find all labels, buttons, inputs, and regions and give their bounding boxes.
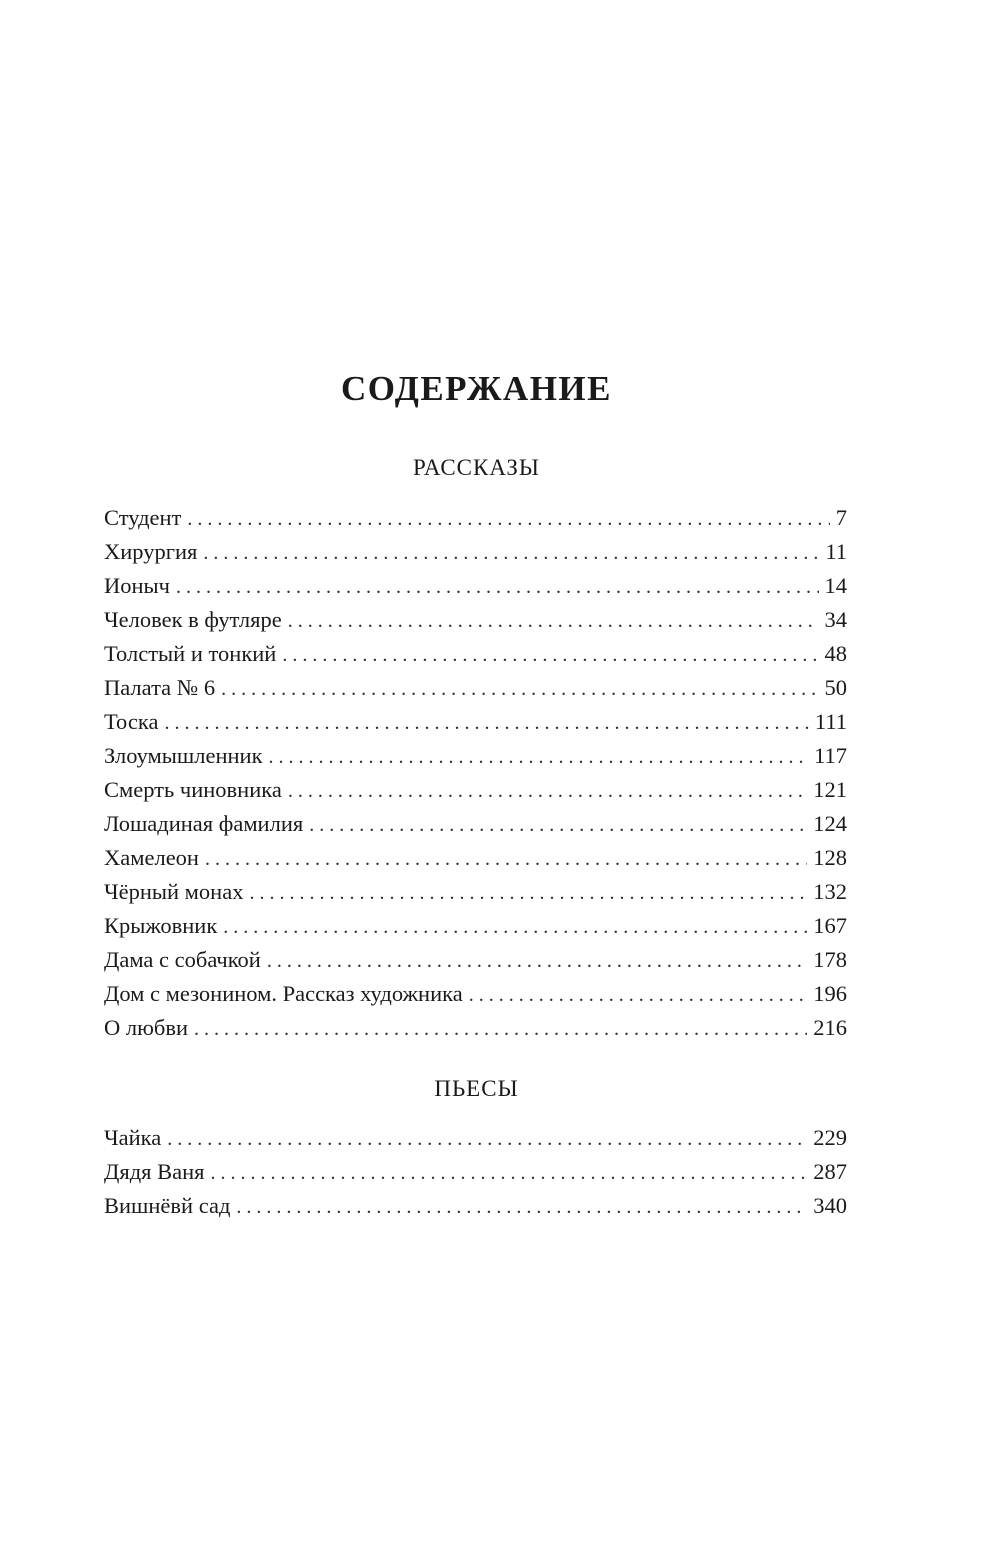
dot-leader	[267, 944, 807, 978]
dot-leader	[309, 808, 807, 842]
dot-leader	[249, 876, 807, 910]
toc-entry	[104, 535, 847, 569]
toc-entry	[104, 603, 847, 637]
entry-title: Дядя Ваня	[104, 1159, 205, 1184]
entry-title: Хамелеон	[104, 845, 199, 870]
toc-list-stories	[104, 501, 847, 1045]
toc-entry	[104, 1121, 847, 1155]
entry-page: 121	[813, 777, 847, 802]
dot-leader	[288, 604, 819, 638]
dot-leader	[164, 706, 808, 740]
entry-page: 34	[824, 607, 847, 632]
entry-page: 11	[825, 539, 847, 564]
entry-title: О любви	[104, 1015, 189, 1040]
entry-title: Дом с мезонином. Рассказ художника	[104, 981, 463, 1006]
toc-entry	[104, 943, 847, 977]
entry-title: Студент	[104, 505, 182, 530]
entry-title: Чёрный монах	[104, 879, 244, 904]
entry-title: Злоумышленник	[104, 743, 263, 768]
entry-title: Ионыч	[104, 573, 170, 598]
toc-entry	[104, 807, 847, 841]
entry-page: 111	[814, 709, 847, 734]
dot-leader	[211, 1156, 808, 1190]
entry-page: 132	[813, 879, 847, 904]
toc-entry	[104, 671, 847, 705]
dot-leader	[176, 570, 819, 604]
entry-title: Дама с собачкой	[104, 947, 261, 972]
dot-leader	[223, 910, 807, 944]
entry-title: Толстый и тонкий	[104, 641, 277, 666]
toc-entry	[104, 977, 847, 1011]
toc-entry	[104, 773, 847, 807]
entry-title: Палата № 6	[104, 675, 216, 700]
section-heading-plays: ПЬЕСЫ	[434, 1076, 519, 1101]
toc-entry	[104, 1155, 847, 1189]
toc-list-plays	[104, 1121, 847, 1223]
toc-entry	[104, 501, 847, 535]
entry-title: Хирургия	[104, 539, 198, 564]
entry-page: 124	[813, 811, 847, 836]
entry-page: 196	[813, 981, 847, 1006]
toc-entry	[104, 909, 847, 943]
entry-page: 50	[824, 675, 847, 700]
entry-page: 14	[824, 573, 847, 598]
dot-leader	[236, 1190, 807, 1224]
dot-leader	[288, 774, 807, 808]
entry-page: 167	[813, 913, 847, 938]
toc-entry	[104, 569, 847, 603]
entry-title: Чайка	[104, 1125, 162, 1150]
entry-page: 340	[813, 1193, 847, 1218]
entry-title: Вишнёвй сад	[104, 1193, 231, 1218]
dot-leader	[203, 536, 819, 570]
toc-entry	[104, 705, 847, 739]
dot-leader	[205, 842, 807, 876]
dot-leader	[269, 740, 809, 774]
toc-entry	[104, 1189, 847, 1223]
entry-title: Смерть чиновника	[104, 777, 282, 802]
dot-leader	[187, 502, 829, 536]
dot-leader	[167, 1122, 807, 1156]
toc-entry	[104, 637, 847, 671]
section-heading-stories: РАССКАЗЫ	[413, 455, 540, 480]
toc-entry	[104, 739, 847, 773]
dot-leader	[221, 672, 818, 706]
page-title: СОДЕРЖАНИЕ	[340, 369, 612, 408]
dot-leader	[469, 978, 808, 1012]
entry-page: 128	[813, 845, 847, 870]
toc-entry	[104, 841, 847, 875]
dot-leader	[194, 1012, 807, 1046]
entry-page: 48	[824, 641, 847, 666]
entry-page: 117	[814, 743, 847, 768]
entry-title: Тоска	[104, 709, 159, 734]
entry-title: Крыжовник	[104, 913, 218, 938]
entry-title: Человек в футляре	[104, 607, 282, 632]
toc-entry	[104, 875, 847, 909]
entry-page: 229	[813, 1125, 847, 1150]
entry-page: 216	[813, 1015, 847, 1040]
entry-page: 7	[835, 505, 847, 530]
dot-leader	[282, 638, 818, 672]
toc-entry	[104, 1011, 847, 1045]
entry-title: Лошадиная фамилия	[104, 811, 304, 836]
entry-page: 287	[813, 1159, 847, 1184]
entry-page: 178	[813, 947, 847, 972]
